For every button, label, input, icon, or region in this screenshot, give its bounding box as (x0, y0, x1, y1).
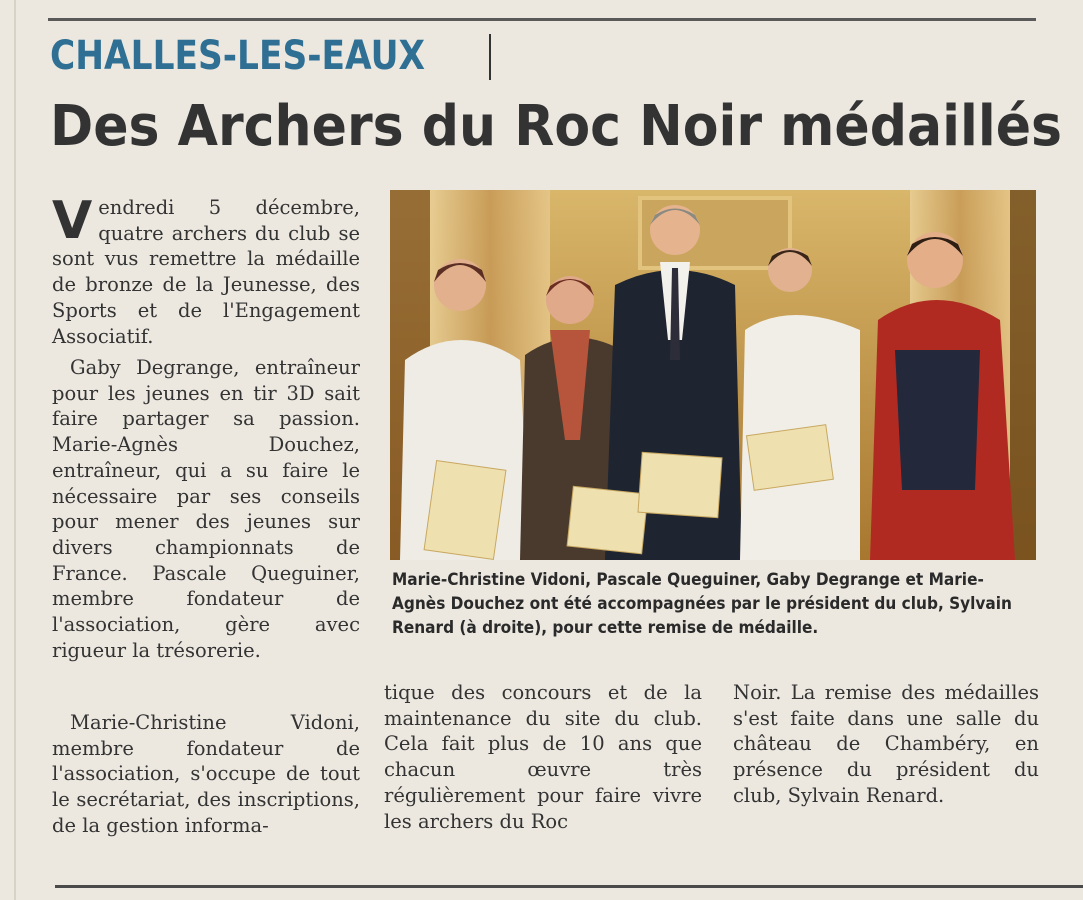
article-column-3: Noir. La remise des médailles s'est faite dans une salle du château de Chambéry, en présence du président du club, Sylvain Renard. (733, 681, 1039, 807)
section-kicker: CHALLES-LES-EAUX (50, 33, 426, 79)
top-rule (48, 18, 1036, 21)
article-paragraph-2: Gaby Degrange, entraîneur pour les jeunes en tir 3D sait faire partager sa passion. Marie-Agnès Douchez, entraîneur, qui a su faire le nécessaire par ses conseils pour mener des jeunes sur divers championnats de France. Pascale Queguiner, membre fondateur de l'association, gère avec rigueur la trésorerie. (52, 356, 360, 662)
kicker-divider (489, 34, 491, 80)
paragraph-1-text: endredi 5 décembre, quatre archers du club se sont vus remettre la médaille de bronze de la Jeunesse, des Sports et de l'Engagement Associatif. (52, 196, 360, 348)
photo-caption: Marie-Christine Vidoni, Pascale Queguiner, Gaby Degrange et Marie-Agnès Douchez ont été accompagnées par le président du club, Sylvain Renard (à droite), pour cette remise de médaille. (392, 570, 1012, 637)
photo-illustration (390, 190, 1036, 560)
drop-cap: V (52, 191, 93, 251)
page-edge (14, 0, 16, 900)
article-paragraph-1 (52, 191, 360, 349)
article-column-2: tique des concours et de la maintenance du site du club. Cela fait plus de 10 ans que chacun œuvre très régulièrement pour faire vivre les archers du Roc (384, 681, 702, 833)
article-photo (390, 190, 1036, 560)
article-headline: Des Archers du Roc Noir médaillés (50, 94, 1063, 159)
bottom-rule (55, 885, 1083, 888)
article-paragraph-3: Marie-Christine Vidoni, membre fondateur de l'association, s'occupe de tout le secrétariat, des inscriptions, de la gestion informa- (52, 711, 360, 837)
